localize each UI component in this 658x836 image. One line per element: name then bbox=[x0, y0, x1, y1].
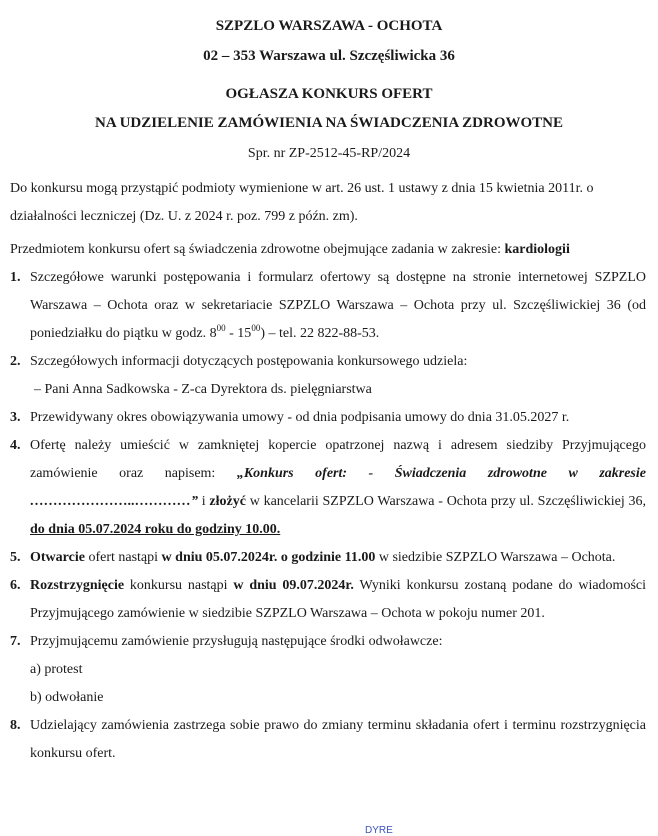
list-item-3 bbox=[10, 404, 646, 432]
list-text bbox=[30, 264, 646, 348]
item-5-text-b: w siedzibie SZPZLO Warszawa – Ochota. bbox=[375, 550, 616, 565]
list-number: 2. bbox=[10, 354, 21, 369]
director-stamp: DYRE bbox=[365, 826, 393, 836]
item-6-resolution-word: Rozstrzygnięcie bbox=[30, 578, 125, 593]
list-number: 7. bbox=[10, 634, 21, 649]
item-5-opening-date: w dniu 05.07.2024r. o godzinie 11.00 bbox=[161, 550, 376, 565]
item-1-text-b: ) – tel. 22 822-88-53. bbox=[260, 326, 380, 341]
list-number: 6. bbox=[10, 578, 21, 593]
header-announcement: OGŁASZA KONKURS OFERT bbox=[225, 86, 433, 102]
item-4-text-c: w kancelarii SZPZLO Warszawa - Ochota przy ul. Szczęśliwickiej 36, bbox=[245, 494, 646, 509]
header-subject: NA UDZIELENIE ZAMÓWIENIA NA ŚWIADCZENIA ZDROWOTNE bbox=[94, 115, 563, 131]
list-item-1 bbox=[10, 264, 646, 348]
item-5-text-a: ofert nastąpi bbox=[84, 550, 162, 565]
header-organization: SZPZLO WARSZAWA - OCHOTA bbox=[215, 18, 443, 34]
list-number: 3. bbox=[10, 410, 21, 425]
item-7-option-appeal: b) odwołanie bbox=[30, 690, 104, 705]
list-text bbox=[30, 544, 646, 572]
item-2-text: Szczegółowych informacji dotyczących postępowania konkursowego udziela: bbox=[30, 354, 468, 369]
header-address: 02 – 353 Warszawa ul. Szczęśliwicka 36 bbox=[203, 48, 455, 64]
list-text bbox=[30, 432, 646, 544]
list-item-8 bbox=[10, 712, 646, 768]
list-item-2 bbox=[10, 348, 646, 404]
list-item-4 bbox=[10, 432, 646, 544]
item-7-text: Przyjmującemu zamówienie przysługują następujące środki odwoławcze: bbox=[30, 634, 443, 649]
item-1-sup-start: 00 bbox=[216, 323, 226, 333]
item-4-envelope-label: „Konkurs ofert: - Świadczenia zdrowotne w zakresie …………………..…………” bbox=[30, 466, 646, 509]
item-6-resolution-date: w dniu 09.07.2024r. bbox=[233, 578, 354, 593]
list-number: 1. bbox=[10, 270, 21, 285]
item-5-opening-word: Otwarcie bbox=[30, 550, 85, 565]
item-6-text-a: konkursu nastąpi bbox=[124, 578, 234, 593]
list-text bbox=[30, 348, 646, 404]
item-1-sup-end: 00 bbox=[251, 323, 261, 333]
item-4-submit-word: złożyć bbox=[209, 494, 246, 509]
intro-paragraph-eligibility: Do konkursu mogą przystąpić podmioty wymienione w art. 26 ust. 1 ustawy z dnia 15 kwietnia 2011r. o działalności leczniczej (Dz. U. z 2024 r. poz. 799 z późn. zm). bbox=[10, 181, 594, 224]
list-text: Przewidywany okres obowiązywania umowy - od dnia podpisania umowy do dnia 31.05.2027 r. bbox=[30, 410, 570, 425]
list-text bbox=[30, 628, 646, 712]
item-4-text-b: i bbox=[198, 494, 210, 509]
intro-paragraph-subject bbox=[10, 236, 646, 264]
subject-text: Przedmiotem konkursu ofert są świadczenia zdrowotne obejmujące zadania w zakresie: bbox=[10, 242, 505, 257]
item-4-deadline: do dnia 05.07.2024 roku do godziny 10.00. bbox=[30, 522, 281, 537]
item-4-text-a: Ofertę należy umieścić w zamkniętej kopercie opatrzonej nazwą i adresem siedziby Przyjmującego zamówienie oraz napisem: bbox=[30, 438, 646, 481]
item-2-contact-person: – Pani Anna Sadkowska - Z-ca Dyrektora ds. pielęgniarstwa bbox=[34, 382, 372, 397]
list-text: Udzielający zamówienia zastrzega sobie prawo do zmiany terminu składania ofert i terminu rozstrzygnięcia konkursu ofert. bbox=[30, 718, 646, 761]
list-item-6 bbox=[10, 572, 646, 628]
item-6-text-b: Wyniki konkursu zostaną podane do wiadomości Przyjmującego zamówienie w siedzibie SZPZLO Warszawa – Ochota w pokoju numer 201. bbox=[30, 578, 646, 621]
case-reference: Spr. nr ZP-2512-45-RP/2024 bbox=[247, 146, 411, 161]
item-1-text-a: Szczegółowe warunki postępowania i formularz ofertowy są dostępne na stronie internetowej SZPZLO Warszawa – Ochota oraz w sekretariacie SZPZLO Warszawa – Ochota przy ul. Szczęśliwickiej 36 (od poniedziałku do piątku w godz. 8 bbox=[30, 270, 646, 341]
list-number: 5. bbox=[10, 550, 21, 565]
item-1-text-mid: - 15 bbox=[225, 326, 252, 341]
conditions-list bbox=[10, 264, 646, 768]
list-number: 8. bbox=[10, 718, 21, 733]
list-item-7 bbox=[10, 628, 646, 712]
subject-specialty: kardiologii bbox=[504, 242, 570, 257]
item-7-option-protest: a) protest bbox=[30, 662, 83, 677]
list-item-5 bbox=[10, 544, 646, 572]
list-text bbox=[30, 572, 646, 628]
list-number: 4. bbox=[10, 438, 21, 453]
